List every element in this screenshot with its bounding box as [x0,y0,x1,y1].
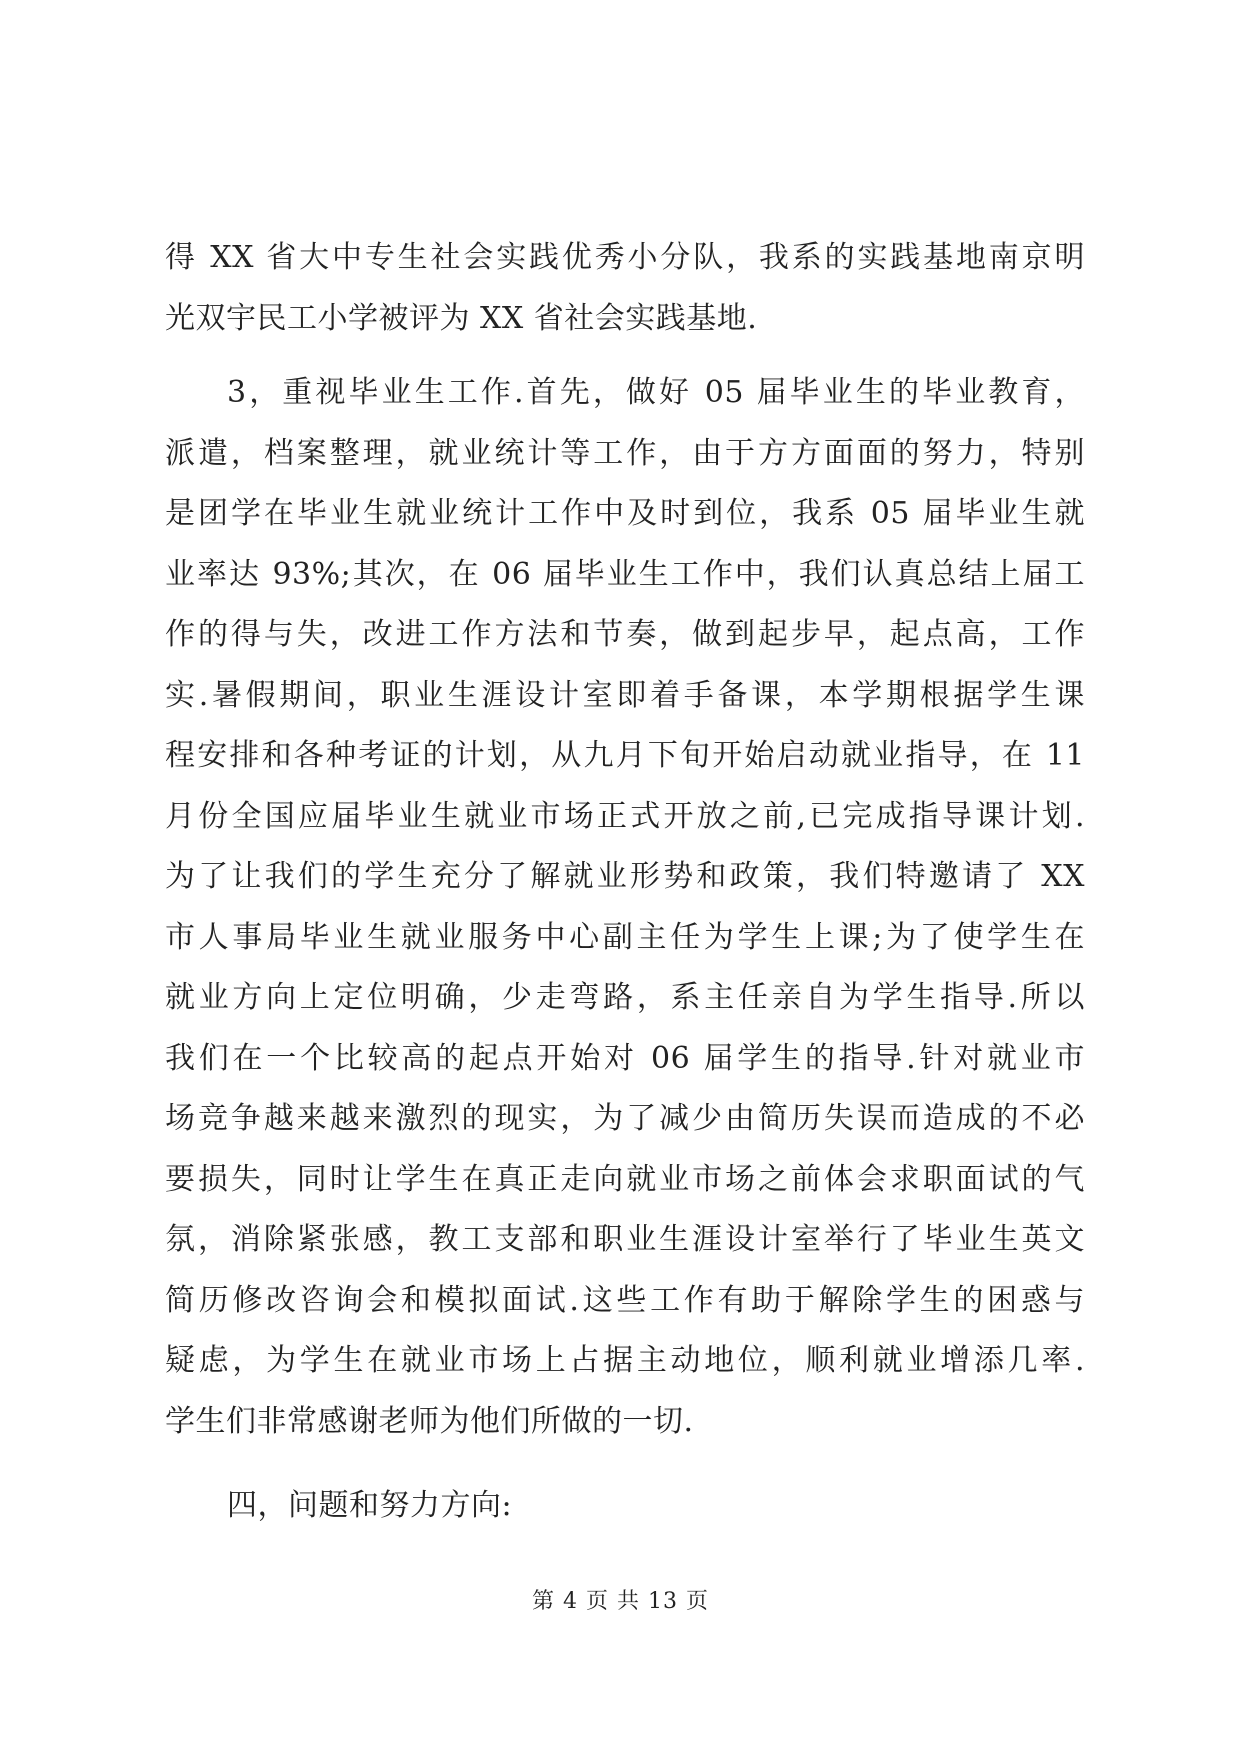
body-line: 市人事局毕业生就业服务中心副主任为学生上课;为了使学生在 [165,919,1085,955]
body-line: 月份全国应届毕业生就业市场正式开放之前,已完成指导课计划. [165,798,1085,834]
section-heading: 四，问题和努力方向: [227,1488,513,1523]
body-line: 3，重视毕业生工作.首先，做好 05 届毕业生的毕业教育， [227,375,1085,410]
body-line: 是团学在毕业生就业统计工作中及时到位，我系 05 届毕业生就 [165,496,1085,531]
body-line: 业率达 93%;其次，在 06 届毕业生工作中，我们认真总结上届工 [165,556,1085,592]
body-line: 就业方向上定位明确，少走弯路，系主任亲自为学生指导.所以 [165,980,1085,1015]
body-line: 氛，消除紧张感，教工支部和职业生涯设计室举行了毕业生英文 [165,1222,1085,1257]
body-line: 得 XX 省大中专生社会实践优秀小分队，我系的实践基地南京明 [165,240,1085,275]
page-number-footer: 第 4 页 共 13 页 [532,1589,709,1614]
body-line: 实.暑假期间，职业生涯设计室即着手备课，本学期根据学生课 [165,677,1085,713]
paragraph-gap [165,1452,1085,1466]
body-line: 程安排和各种考证的计划，从九月下旬开始启动就业指导，在 11 [165,738,1085,773]
body-line: 疑虑，为学生在就业市场上占据主动地位，顺利就业增添几率. [165,1343,1085,1378]
body-line: 简历修改咨询会和模拟面试.这些工作有助于解除学生的困惑与 [165,1282,1085,1318]
body-line: 要损失，同时让学生在真正走向就业市场之前体会求职面试的气 [165,1161,1085,1197]
document-body [165,228,1085,1537]
body-line: 学生们非常感谢老师为他们所做的一切. [165,1403,694,1439]
body-line: 作的得与失，改进工作方法和节奏，做到起步早，起点高，工作 [165,617,1085,652]
body-line: 场竞争越来越来激烈的现实，为了减少由简历失误而造成的不必 [165,1101,1085,1136]
body-line: 光双宇民工小学被评为 XX 省社会实践基地. [165,300,758,336]
body-line: 派遣，档案整理，就业统计等工作，由于方方面面的努力，特别 [165,435,1085,471]
paragraph-gap [165,349,1085,363]
body-line: 我们在一个比较高的起点开始对 06 届学生的指导.针对就业市 [165,1040,1085,1076]
body-line: 为了让我们的学生充分了解就业形势和政策，我们特邀请了 XX [165,859,1085,894]
